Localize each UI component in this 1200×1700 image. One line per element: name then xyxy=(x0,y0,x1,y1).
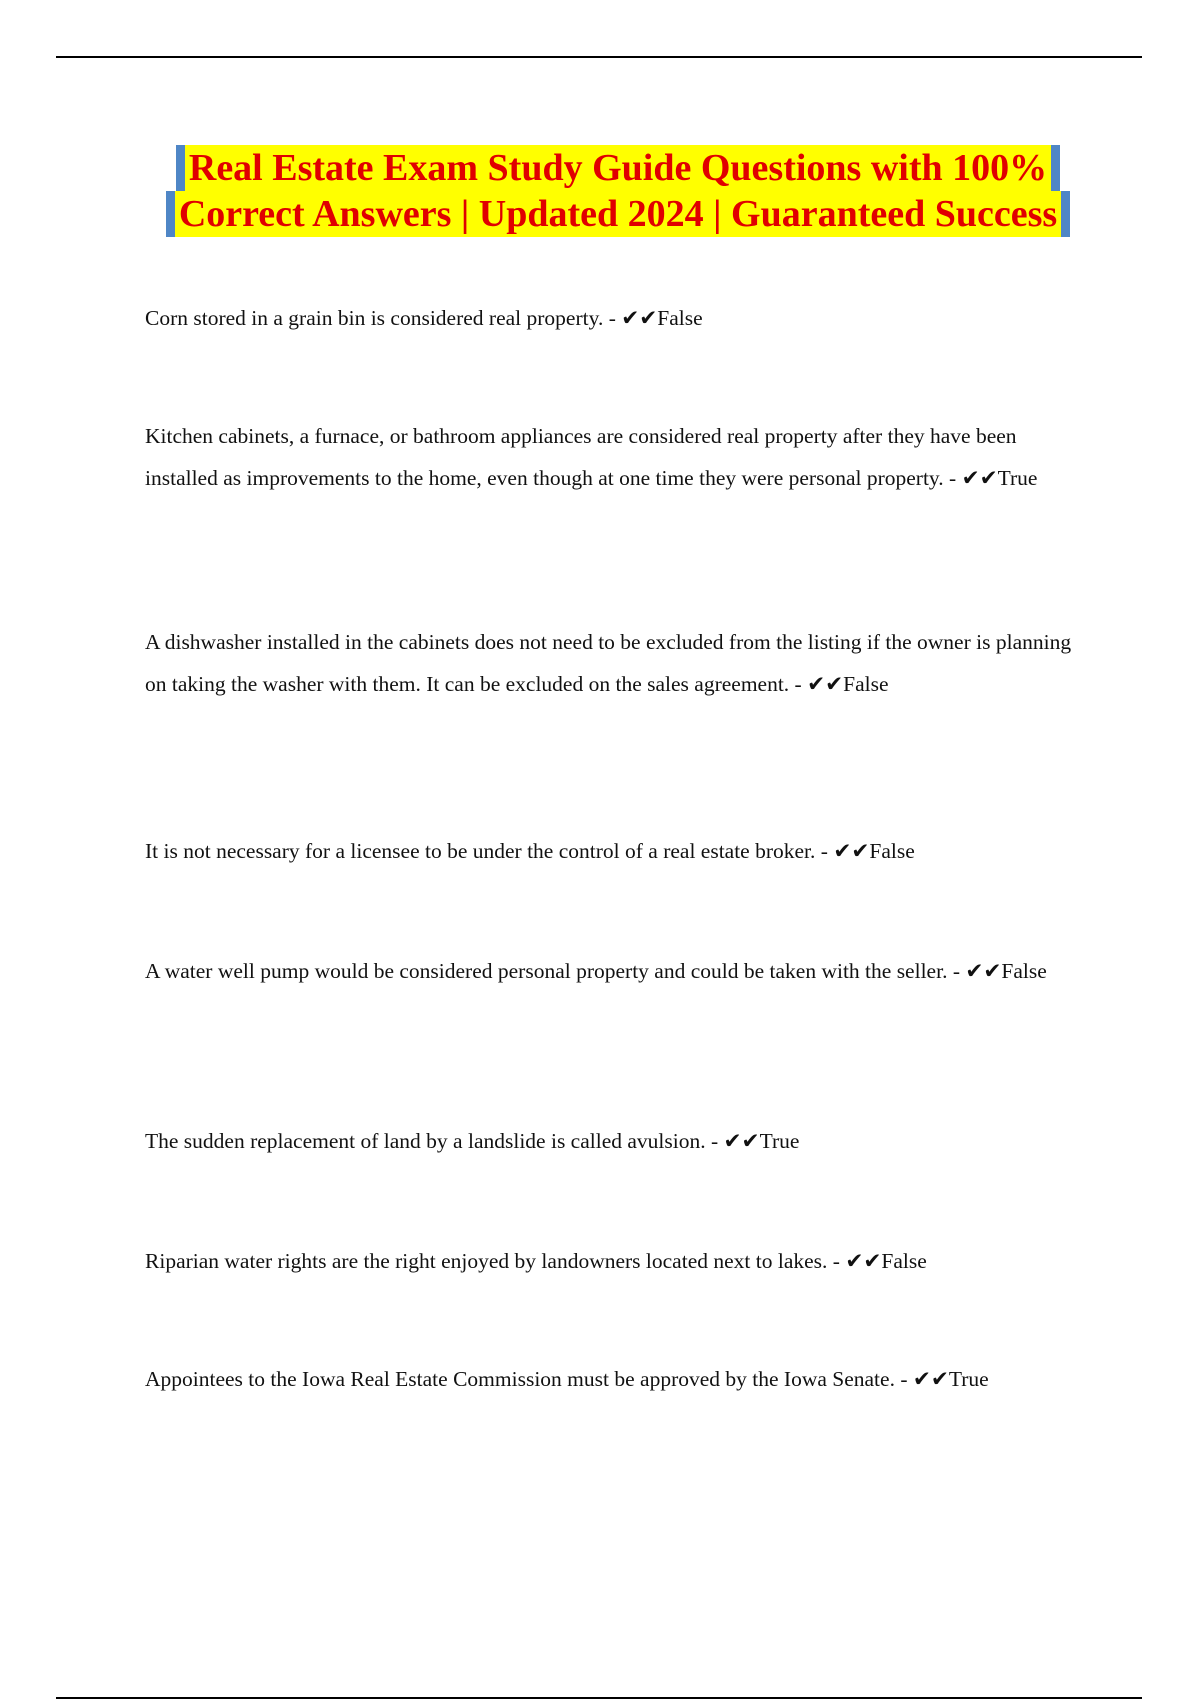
question-item xyxy=(145,415,1085,499)
answer-text: True xyxy=(948,1367,989,1391)
answer-text: False xyxy=(881,1249,927,1273)
answer-text: False xyxy=(1001,959,1047,983)
check-icon: ✔✔ xyxy=(965,959,1002,983)
question-text: A dishwasher installed in the cabinets does not need to be excluded from the listing if the owner is planning on taking the washer with them. It can be excluded on the sales agreement. - xyxy=(145,630,1072,696)
check-icon: ✔✔ xyxy=(912,1367,949,1391)
question-item xyxy=(145,1240,1085,1282)
question-item xyxy=(145,621,1085,705)
question-text: Corn stored in a grain bin is considered real property. - xyxy=(145,306,616,330)
check-icon: ✔✔ xyxy=(723,1129,760,1153)
answer-text: True xyxy=(759,1129,800,1153)
question-item xyxy=(145,1358,1085,1400)
answer-text: True xyxy=(997,466,1038,490)
document-title xyxy=(144,145,1092,237)
answer-text: False xyxy=(657,306,703,330)
check-icon: ✔✔ xyxy=(961,466,998,490)
question-text: Riparian water rights are the right enjoyed by landowners located next to lakes. - xyxy=(145,1249,840,1273)
check-icon: ✔✔ xyxy=(833,839,870,863)
question-text: Kitchen cabinets, a furnace, or bathroom appliances are considered real property after they have been installed as improvements to the home, even though at one time they were personal property. - xyxy=(145,424,1017,490)
question-text: Appointees to the Iowa Real Estate Commission must be approved by the Iowa Senate. - xyxy=(145,1367,908,1391)
question-item xyxy=(145,950,1085,992)
check-icon: ✔✔ xyxy=(845,1249,882,1273)
check-icon: ✔✔ xyxy=(807,672,844,696)
answer-text: False xyxy=(843,672,889,696)
title-line-1: Real Estate Exam Study Guide Questions with 100% xyxy=(176,145,1060,191)
title-line-2: Correct Answers | Updated 2024 | Guaranteed Success xyxy=(166,191,1070,237)
answer-text: False xyxy=(869,839,915,863)
question-item xyxy=(145,830,1085,872)
question-item xyxy=(145,1120,1085,1162)
bottom-rule xyxy=(56,1697,1142,1699)
question-text: It is not necessary for a licensee to be under the control of a real estate broker. - xyxy=(145,839,828,863)
question-text: A water well pump would be considered personal property and could be taken with the seller. - xyxy=(145,959,960,983)
top-rule xyxy=(56,56,1142,58)
check-icon: ✔✔ xyxy=(621,306,658,330)
question-text: The sudden replacement of land by a landslide is called avulsion. - xyxy=(145,1129,719,1153)
question-item xyxy=(145,297,1085,339)
